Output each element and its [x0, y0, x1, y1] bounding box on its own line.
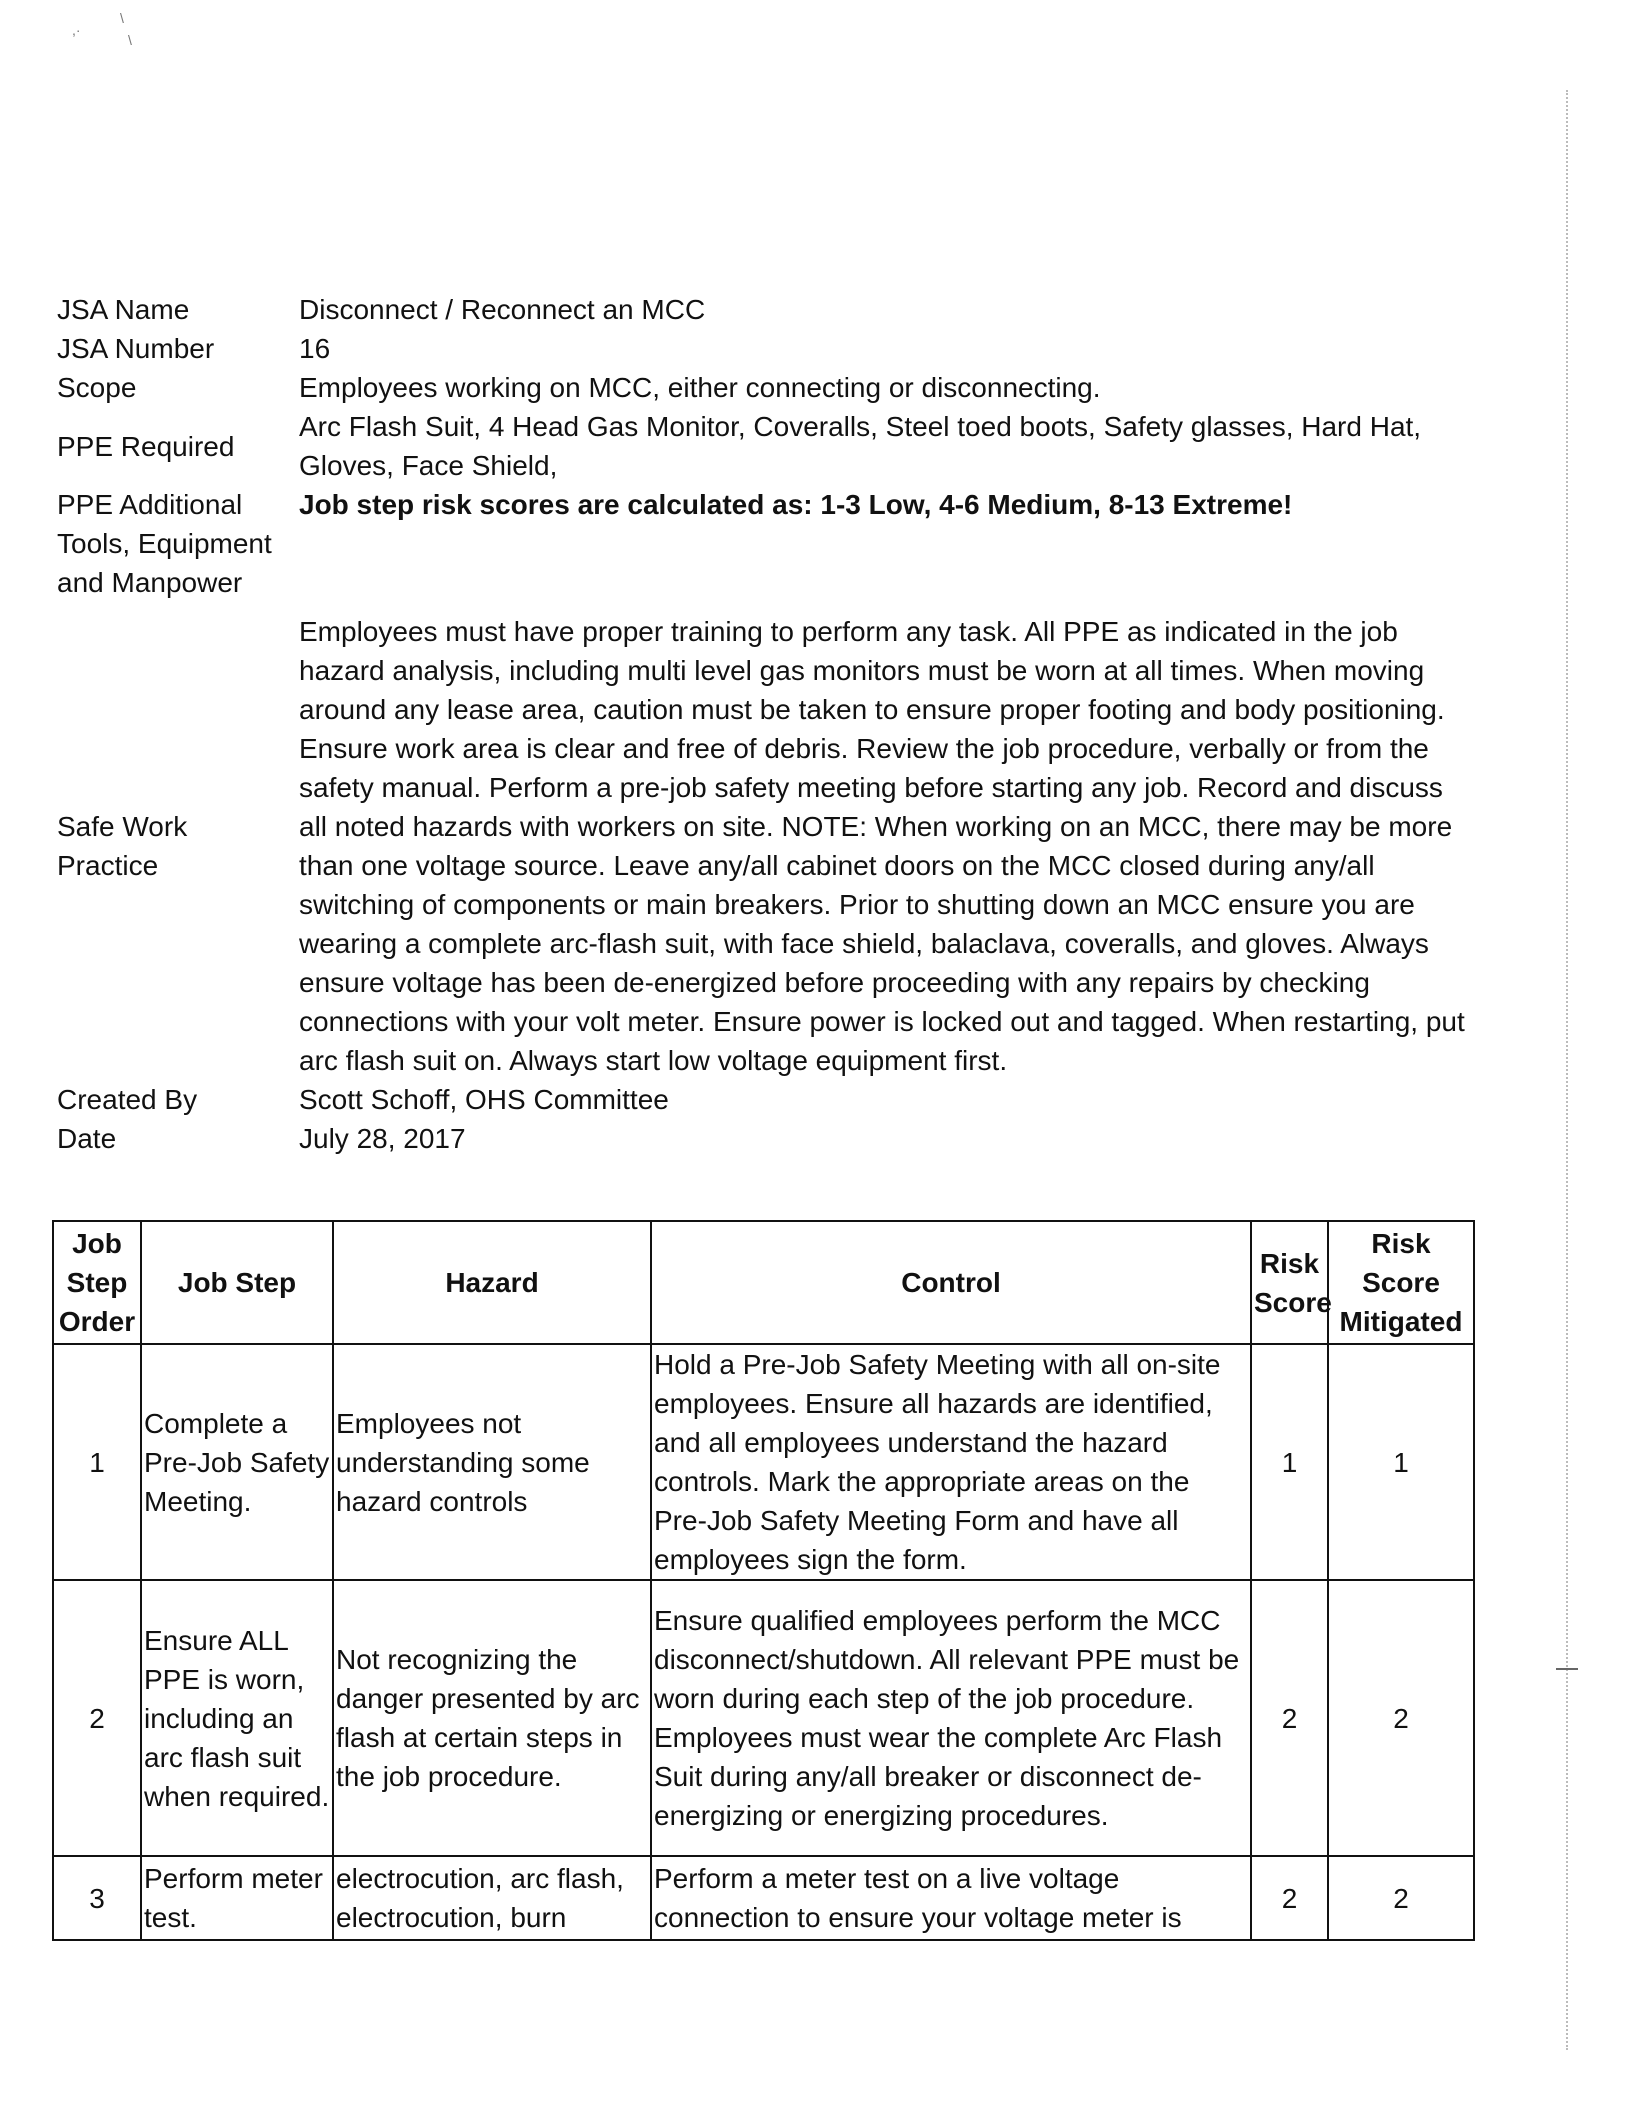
field-scope — [57, 368, 1477, 407]
table-row — [53, 1580, 1474, 1856]
field-label: Tools, Equipment and Manpower — [57, 528, 272, 598]
field-safe-work-practice — [57, 612, 1477, 1080]
field-tools — [57, 524, 1477, 602]
field-label: JSA Number — [57, 333, 215, 364]
field-value: Employees working on MCC, either connecting or disconnecting. — [299, 372, 1101, 403]
table-row — [53, 1344, 1474, 1580]
step-hazard: Employees not understanding some hazard controls — [333, 1344, 651, 1580]
step-name: Perform meter test. — [141, 1856, 333, 1940]
step-order: 1 — [53, 1344, 141, 1580]
field-ppe-required — [57, 407, 1477, 485]
field-label: PPE Required — [57, 430, 235, 462]
step-name: Complete a Pre-Job Safety Meeting. — [141, 1344, 333, 1580]
field-label: Safe Work Practice — [57, 811, 188, 881]
column-header-step: Job Step — [141, 1221, 333, 1344]
column-header-hazard: Hazard — [333, 1221, 651, 1344]
column-header-order: Job Step Order — [53, 1221, 141, 1344]
column-header-control: Control — [651, 1221, 1251, 1344]
step-risk-score: 2 — [1251, 1580, 1328, 1856]
field-date — [57, 1119, 1477, 1158]
field-value: July 28, 2017 — [299, 1123, 466, 1154]
step-control: Hold a Pre-Job Safety Meeting with all on-site employees. Ensure all hazards are identified, and all employees understand the hazard controls. Mark the appropriate areas on the Pre-Job Safety Meeting Form and have all employees sign the form. — [651, 1344, 1251, 1580]
step-hazard: Not recognizing the danger presented by arc flash at certain steps in the job procedure. — [333, 1580, 651, 1856]
scan-speck: \ — [128, 32, 132, 48]
field-label: JSA Name — [57, 294, 190, 325]
step-risk-score: 1 — [1251, 1344, 1328, 1580]
step-order: 3 — [53, 1856, 141, 1940]
step-control: Ensure qualified employees perform the MCC disconnect/shutdown. All relevant PPE must be worn during each step of the job procedure. Employees must wear the complete Arc Flash Suit during any/all breaker or disconnect de-energizing or energizing procedures. — [651, 1580, 1251, 1856]
field-value: 16 — [299, 333, 331, 364]
step-hazard: electrocution, arc flash, electrocution, burn — [333, 1856, 651, 1940]
field-label: Created By — [57, 1084, 198, 1115]
step-risk-mitigated: 2 — [1328, 1856, 1474, 1940]
scan-edge-line — [1566, 90, 1570, 2050]
field-jsa-number — [57, 329, 1477, 368]
field-value: Scott Schoff, OHS Committee — [299, 1084, 669, 1115]
field-jsa-name — [57, 290, 1477, 329]
column-header-risk: Risk Score — [1251, 1221, 1328, 1344]
field-label: Scope — [57, 372, 137, 403]
job-steps-table — [52, 1220, 1475, 1941]
field-value: Employees must have proper training to perform any task. All PPE as indicated in the job hazard analysis, including multi level gas monitors must be worn at all times. When moving around any lease area, caution must be taken to ensure proper footing and body positioning. Ensure work area is clear and free of debris. Review the job procedure, verbally or from the safety manual. Perform a pre-job safety meeting before starting any job. Record and discuss all noted hazards with workers on site. NOTE: When working on an MCC, there may be more than one voltage source. Leave any/all cabinet doors on the MCC closed during any/all switching of components or main breakers. Prior to shutting down an MCC ensure you are wearing a complete arc-flash suit, with face shield, balaclava, coveralls, and gloves. Always ensure voltage has been de-energized before proceeding with any repairs by checking connections with your volt meter. Ensure power is locked out and tagged. When restarting, put arc flash suit on. Always start low voltage equipment first. — [299, 616, 1465, 1076]
table-header-row — [53, 1221, 1474, 1344]
step-name: Ensure ALL PPE is worn, including an arc flash suit when required. — [141, 1580, 333, 1856]
risk-score-note: Job step risk scores are calculated as: 1-3 Low, 4-6 Medium, 8-13 Extreme! — [299, 489, 1293, 520]
field-label: PPE Additional — [57, 489, 243, 520]
field-ppe-additional — [57, 485, 1477, 524]
step-control: Perform a meter test on a live voltage connection to ensure your voltage meter is — [651, 1856, 1251, 1940]
field-value: Disconnect / Reconnect an MCC — [299, 294, 706, 325]
scan-edge-tick — [1556, 1668, 1578, 1670]
step-risk-score: 2 — [1251, 1856, 1328, 1940]
field-label: Date — [57, 1123, 117, 1154]
field-created-by — [57, 1080, 1477, 1119]
jsa-header-fields — [57, 290, 1477, 1158]
column-header-mitigated: Risk Score Mitigated — [1328, 1221, 1474, 1344]
step-order: 2 — [53, 1580, 141, 1856]
step-risk-mitigated: 2 — [1328, 1580, 1474, 1856]
field-value: Arc Flash Suit, 4 Head Gas Monitor, Coveralls, Steel toed boots, Safety glasses, Hard Hat, Gloves, Face Shield, — [299, 411, 1422, 481]
step-risk-mitigated: 1 — [1328, 1344, 1474, 1580]
scan-speck: \ — [120, 10, 124, 26]
scan-speck: ,· — [72, 22, 81, 38]
table-row — [53, 1856, 1474, 1940]
